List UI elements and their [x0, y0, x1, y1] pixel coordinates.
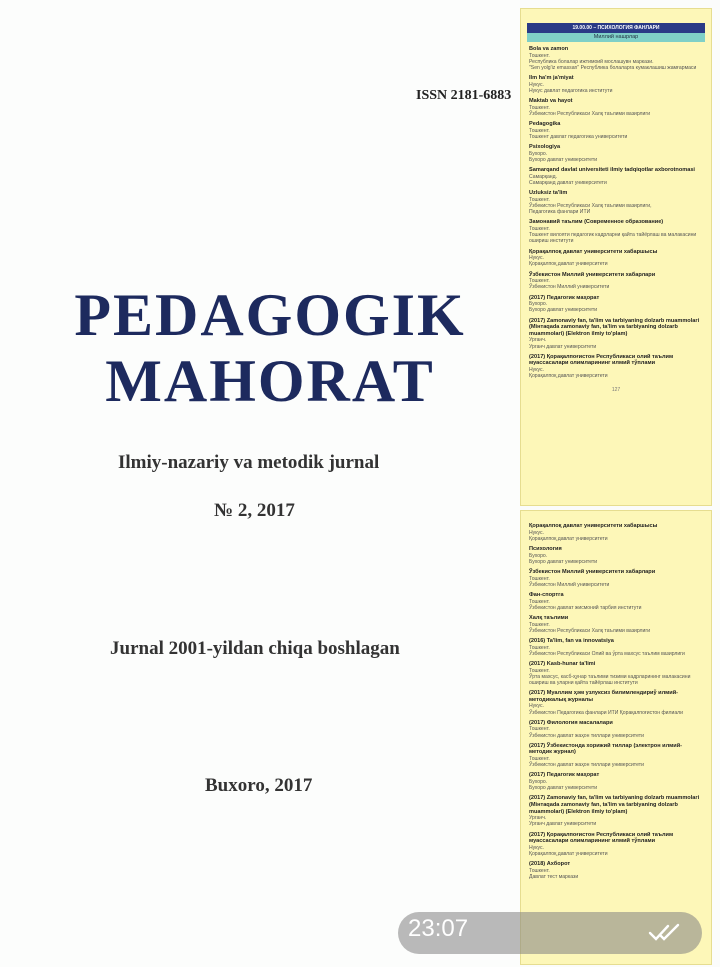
journal-entry-title: Pedagogika: [529, 121, 561, 128]
section-header: 19.00.00 – ПСИХОЛОГИЯ ФАНЛАРИ: [527, 23, 705, 33]
journal-entry-detail: Нукус давлат педагогика институти: [529, 88, 613, 94]
journal-entry-title: Samarqand davlat universiteti ilmiy tadqiqotlar axborotnomasi: [529, 167, 695, 174]
journal-entry-detail: Бухоро давлат университети: [529, 307, 598, 314]
journal-entry-detail: Тошкент.: [529, 575, 550, 582]
journal-entry-detail: Қорақалпоқ давлат университети: [529, 261, 608, 268]
journal-entry-title: Замонавий таълим (Современное образование): [529, 219, 664, 226]
journal-entry-detail: Бухоро давлат университети: [529, 785, 598, 792]
journal-entry-detail: Ўзбекистон Республикаси Олий ва ўрта махсус таълим вазирлиги: [529, 650, 685, 657]
journal-entry: [521, 121, 711, 140]
journal-entry: [521, 98, 711, 117]
journal-entry-detail: Тошкент.: [529, 127, 550, 134]
journal-entry-title: (2017) Zamonaviy fan, ta'lim va tarbiyaning dolzarb muammolari (Мінтaqada zamonaviy fan, ta'lim va tarbiyaning dolzarb muammolari) (Elektron ilmiy to'plam): [529, 317, 700, 337]
journal-entry-detail: Бухоро.: [529, 552, 548, 559]
journal-entry: [521, 46, 711, 71]
journal-entry-title: Bola va zamon: [529, 46, 569, 52]
journal-entry-detail: Қорақалпоқ давлат университети: [529, 850, 608, 857]
journal-entry-detail: Бухоро.: [529, 301, 548, 308]
journal-entry-detail: Бухоро.: [529, 150, 548, 157]
journal-entry-detail: Нукус.: [529, 81, 544, 88]
journal-entry-detail: Тошкент.: [529, 726, 550, 733]
journal-entry-detail: "Sen yolg'iz emassan" Республика болаларга кумаклашиш жамғармаси: [529, 65, 697, 71]
journal-entry: [521, 190, 711, 215]
journal-entry: [521, 743, 711, 769]
journal-entry-detail: Тошкент вилояти педагогик кадрларни қайта тайёрлаш ва малакасини ошириш институти: [529, 232, 697, 245]
journal-entry: [521, 318, 711, 350]
journal-entry-title: Қорақалпоқ давлат университети хабаршысы: [529, 523, 658, 529]
journal-list-page-1: [520, 8, 712, 506]
double-check-icon: [648, 922, 682, 942]
journal-entry: [521, 638, 711, 657]
journal-entry-title: (2017) Kasb-hunar ta'limi: [529, 661, 596, 667]
journal-entry-title: Ўзбекистон Миллий университети хабарлари: [529, 271, 656, 278]
publication-city-year: Buxoro, 2017: [205, 775, 313, 796]
issue-number: № 2, 2017: [214, 500, 295, 521]
journal-entry: [521, 832, 711, 858]
journal-title: [40, 282, 500, 414]
journal-entry: [521, 772, 711, 791]
journal-entry-detail: Бухоро давлат университети: [529, 558, 598, 565]
journal-entry-detail: Тошкент.: [529, 867, 550, 874]
journal-entry-detail: Самарқанд давлат университети: [529, 180, 607, 186]
journal-entry-title: (2017) Zamonaviy fan, ta'lim va tarbiyaning dolzarb muammolari (Мінтaqada zamonaviy fan, ta'lim va tarbiyaning dolzarb muammolari) (Elektron ilmiy to'plam): [529, 795, 700, 815]
journal-subtitle: Ilmiy-nazariy va metodik jurnal: [118, 452, 380, 473]
message-time: 23:07: [408, 915, 469, 942]
journal-entry-title: (2017) Педагогик маҳорат: [529, 294, 600, 301]
journal-entry-title: Ilm ha'm ja'miyat: [529, 75, 574, 82]
journal-list-page-2: [520, 510, 712, 965]
journal-entry: [521, 592, 711, 611]
journal-entry-detail: Нукус.: [529, 529, 544, 536]
journal-entry: [521, 219, 711, 244]
journal-entry-title: Халқ таълими: [529, 615, 569, 621]
journal-entry-title: Қорақалпоқ давлат университети хабаршысы: [529, 248, 658, 255]
journal-entry-detail: Тошкент давлат педагогика университети: [529, 134, 628, 140]
journal-entry: [521, 167, 711, 186]
journal-entry-detail: Педагогика фанлари ИТИ: [529, 209, 591, 216]
journal-entry-detail: Ўзбекистон Республикаси Халқ таълими вазирлиги: [529, 627, 651, 634]
journal-entry-detail: Урганч.: [529, 815, 547, 822]
journal-entry-detail: Нукус.: [529, 255, 544, 262]
journal-entry-detail: Ўзбекистон давлат жисмоний тарбия институти: [529, 604, 642, 611]
title-line-2: MAHORAT: [105, 348, 435, 414]
journal-entry-detail: Урганч.: [529, 337, 547, 344]
journal-entry-detail: Тошкент.: [529, 755, 550, 762]
journal-entry: [521, 144, 711, 163]
journal-entry-detail: Самарқанд.: [529, 173, 557, 180]
journal-entry-detail: Тошкент.: [529, 278, 550, 285]
journal-entry-detail: Урганч давлат университети: [529, 343, 597, 350]
journal-entry-title: Психология: [529, 546, 562, 552]
journal-list: [521, 511, 711, 880]
journal-entry-detail: Ўзбекистон давлат жаҳон тиллари университети: [529, 762, 644, 769]
journal-entry-title: Фан-спортга: [529, 592, 564, 598]
journal-entry-detail: Урганч давлат университети: [529, 821, 597, 828]
journal-entry: [521, 75, 711, 94]
journal-entry: [521, 615, 711, 634]
journal-entry-detail: Бухоро.: [529, 778, 548, 785]
founded-note: Jurnal 2001-yildan chiqa boshlagan: [110, 638, 400, 659]
journal-entry-detail: Ўзбекистон Миллий университети: [529, 581, 610, 588]
journal-entry-title: (2016) Ta'lim, fan va innovatsiya: [529, 638, 614, 644]
journal-entry: [521, 861, 711, 880]
journal-entry-detail: Қорақалпоқ давлат университети: [529, 373, 608, 380]
journal-entry-detail: Ўзбекистон давлат жаҳон тиллари университети: [529, 732, 644, 739]
journal-entry-detail: Бухоро давлат университети: [529, 157, 598, 163]
journal-entry-title: Maktab va hayot: [529, 98, 573, 105]
issn-number: ISSN 2181-6883: [416, 88, 512, 103]
journal-entry-title: (2017) Педагогик маҳорат: [529, 772, 600, 779]
journal-entry: [521, 720, 711, 739]
journal-entry-detail: Ўзбекистон Педагогика фанлари ИТИ Қорақалпоғистон филиали: [529, 709, 683, 716]
journal-entry-detail: Тошкент.: [529, 104, 550, 111]
journal-entry-detail: Тошкент.: [529, 598, 550, 605]
journal-entry: [521, 795, 711, 827]
journal-entry-title: (2017) Ўзбекистонда хорижий тиллар (электрон илмий-методик журнал): [529, 742, 683, 756]
journal-entry-title: Uzluksiz ta'lim: [529, 190, 568, 197]
journal-entry-title: (2018) Ахборот: [529, 861, 571, 868]
journal-entry: [521, 661, 711, 686]
journal-entry-detail: Нукус.: [529, 844, 544, 851]
journal-entry-detail: Тошкент.: [529, 667, 550, 674]
journal-entry-detail: Тошкент.: [529, 52, 550, 59]
journal-entry-detail: Нукус.: [529, 703, 544, 710]
journal-entry-title: (2017) Қорақалпоғистон Республикаси олий таълим муассасалари олимларининг илмий тўплами: [529, 831, 674, 845]
journal-entry: [521, 569, 711, 588]
section-subheader: Миллий нашрлар: [527, 33, 705, 42]
journal-entry-title: Psixologiya: [529, 144, 561, 151]
journal-entry-detail: Ўзбекистон Республикаси Халқ таълими вазирлиги,: [529, 203, 652, 209]
journal-entry: [521, 546, 711, 565]
journal-entry-detail: Ўзбекистон Миллий университети: [529, 284, 610, 291]
journal-entry: [521, 272, 711, 291]
journal-entry-detail: Тошкент.: [529, 196, 550, 203]
journal-entry-detail: Нукус.: [529, 366, 544, 373]
journal-entry-detail: Тошкент.: [529, 226, 550, 232]
journal-entry: [521, 523, 711, 542]
title-line-1: PEDAGOGIK: [74, 282, 466, 348]
journal-entry: [521, 249, 711, 268]
journal-entry-detail: Тошкент.: [529, 621, 550, 628]
journal-entry-detail: Ўрта махсус, касб-ҳунар таълими тизими кадрларининг малакасини ошириш ва уларни қайта тайёрлаш институти: [529, 673, 691, 686]
journal-entry: [521, 354, 711, 380]
journal-entry-title: Ўзбекистон Миллий университети хабарлари: [529, 569, 656, 575]
journal-entry-detail: Қорақалпоқ давлат университети: [529, 535, 608, 542]
journal-entry-detail: Давлат тест маркази: [529, 873, 579, 880]
journal-entry-title: (2017) Қорақалпоғистон Республикаси олий таълим муассасалари олимларининг илмий тўплами: [529, 353, 674, 367]
journal-list: [521, 46, 711, 379]
journal-entry: [521, 295, 711, 314]
journal-entry-title: (2017) Муаллим ҳәм узлуксиз билимлендириў илмий-методикалық журналы: [529, 690, 679, 703]
journal-entry-detail: Республика болалар ижтимоий мослашувн маркази.: [529, 58, 654, 65]
journal-entry-detail: Ўзбекистон Республикаси Халқ таълими вазирлиги: [529, 111, 651, 117]
journal-entry-title: (2017) Филология масалалари: [529, 719, 613, 726]
journal-entry-detail: Тошкент.: [529, 644, 550, 651]
journal-entry: [521, 690, 711, 716]
page-number: 127: [611, 387, 621, 394]
